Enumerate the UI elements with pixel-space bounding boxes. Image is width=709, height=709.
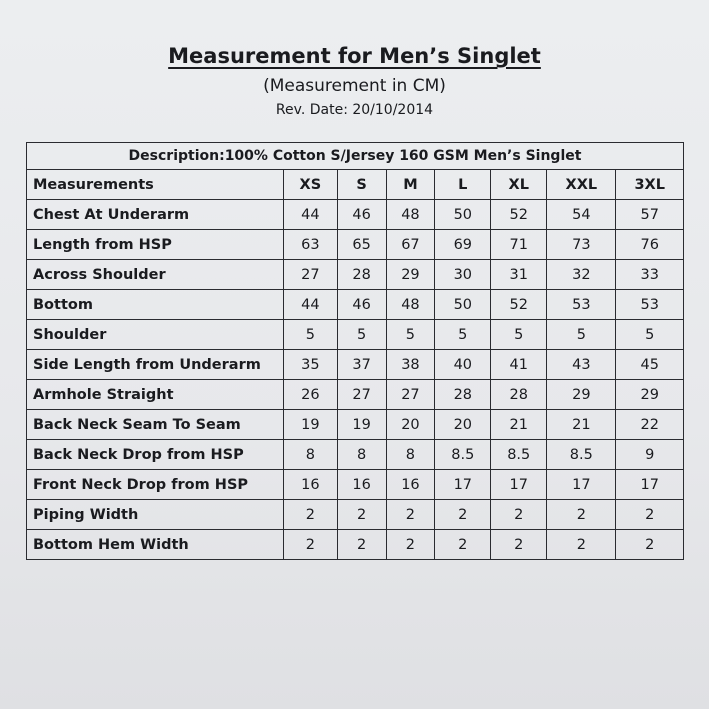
measurement-value: 52 (491, 200, 547, 230)
measurement-value: 30 (435, 260, 491, 290)
measurement-value: 46 (337, 290, 386, 320)
measurement-value: 44 (284, 200, 338, 230)
measurement-value: 35 (284, 350, 338, 380)
measurement-value: 8.5 (547, 440, 616, 470)
measurement-value: 44 (284, 290, 338, 320)
measurement-value: 8 (337, 440, 386, 470)
measurement-value: 2 (337, 500, 386, 530)
measurement-value: 8 (386, 440, 435, 470)
measurement-value: 20 (386, 410, 435, 440)
measurement-value: 2 (284, 530, 338, 560)
measurement-value: 2 (337, 530, 386, 560)
measurement-value: 2 (386, 530, 435, 560)
measurement-value: 33 (616, 260, 684, 290)
measurement-value: 32 (547, 260, 616, 290)
measurement-value: 5 (616, 320, 684, 350)
measurement-value: 27 (284, 260, 338, 290)
size-header-l: L (435, 170, 491, 200)
measurement-value: 17 (435, 470, 491, 500)
measurement-value: 21 (491, 410, 547, 440)
measurement-value: 16 (386, 470, 435, 500)
measurement-value: 67 (386, 230, 435, 260)
measurement-value: 28 (491, 380, 547, 410)
measurement-value: 37 (337, 350, 386, 380)
measurement-value: 8.5 (435, 440, 491, 470)
measurement-value: 8 (284, 440, 338, 470)
measurement-value: 9 (616, 440, 684, 470)
measurement-value: 45 (616, 350, 684, 380)
measurement-value: 2 (491, 500, 547, 530)
size-header-s: S (337, 170, 386, 200)
description-row (27, 143, 684, 170)
measurement-label: Back Neck Seam To Seam (27, 410, 284, 440)
size-header-xxl: XXL (547, 170, 616, 200)
size-header-xl: XL (491, 170, 547, 200)
measurement-value: 5 (386, 320, 435, 350)
measurement-value: 50 (435, 290, 491, 320)
measurement-value: 2 (435, 530, 491, 560)
measurement-label: Bottom (27, 290, 284, 320)
measurement-value: 19 (284, 410, 338, 440)
measurement-value: 5 (547, 320, 616, 350)
measurement-label: Piping Width (27, 500, 284, 530)
measurement-table (26, 142, 684, 560)
measurement-value: 2 (616, 500, 684, 530)
table-row (27, 530, 684, 560)
measurement-value: 52 (491, 290, 547, 320)
measurement-value: 5 (337, 320, 386, 350)
measurement-label: Bottom Hem Width (27, 530, 284, 560)
size-header-row (27, 170, 684, 200)
table-row (27, 440, 684, 470)
measurement-value: 5 (435, 320, 491, 350)
measurement-value: 31 (491, 260, 547, 290)
measurement-value: 20 (435, 410, 491, 440)
measurement-value: 41 (491, 350, 547, 380)
measurement-value: 21 (547, 410, 616, 440)
measurements-header: Measurements (27, 170, 284, 200)
table-row (27, 380, 684, 410)
measurement-value: 2 (547, 500, 616, 530)
table-row (27, 290, 684, 320)
measurement-label: Length from HSP (27, 230, 284, 260)
measurement-value: 22 (616, 410, 684, 440)
measurement-value: 5 (491, 320, 547, 350)
measurement-value: 69 (435, 230, 491, 260)
measurement-value: 16 (337, 470, 386, 500)
measurement-value: 48 (386, 200, 435, 230)
measurement-value: 50 (435, 200, 491, 230)
size-header-m: M (386, 170, 435, 200)
table-row (27, 230, 684, 260)
measurement-value: 54 (547, 200, 616, 230)
measurement-value: 2 (435, 500, 491, 530)
measurement-value: 53 (616, 290, 684, 320)
table-row (27, 470, 684, 500)
measurement-value: 2 (491, 530, 547, 560)
size-header-3xl: 3XL (616, 170, 684, 200)
measurement-value: 2 (547, 530, 616, 560)
measurement-value: 17 (616, 470, 684, 500)
measurement-label: Back Neck Drop from HSP (27, 440, 284, 470)
measurement-value: 48 (386, 290, 435, 320)
measurement-value: 73 (547, 230, 616, 260)
table-row (27, 410, 684, 440)
measurement-label: Front Neck Drop from HSP (27, 470, 284, 500)
document-title-text: Measurement for Men’s Singlet (168, 44, 541, 68)
measurement-value: 76 (616, 230, 684, 260)
measurement-value: 5 (284, 320, 338, 350)
measurement-value: 29 (386, 260, 435, 290)
measurement-value: 29 (547, 380, 616, 410)
document-subtitle: (Measurement in CM) (263, 76, 446, 96)
measurement-value: 38 (386, 350, 435, 380)
measurement-value: 29 (616, 380, 684, 410)
product-description: Description:100% Cotton S/Jersey 160 GSM Men’s Singlet (27, 143, 684, 170)
table-row (27, 260, 684, 290)
measurement-value: 26 (284, 380, 338, 410)
measurement-value: 2 (616, 530, 684, 560)
revision-date: Rev. Date: 20/10/2014 (275, 102, 434, 118)
table-row (27, 320, 684, 350)
measurement-value: 16 (284, 470, 338, 500)
measurement-value: 57 (616, 200, 684, 230)
measurement-value: 2 (386, 500, 435, 530)
table-row (27, 500, 684, 530)
measurement-label: Armhole Straight (27, 380, 284, 410)
measurement-label: Across Shoulder (27, 260, 284, 290)
measurement-value: 28 (435, 380, 491, 410)
measurement-value: 17 (547, 470, 616, 500)
document-title (0, 44, 709, 68)
measurement-value: 27 (386, 380, 435, 410)
measurement-label: Chest At Underarm (27, 200, 284, 230)
measurement-value: 63 (284, 230, 338, 260)
measurement-value: 65 (337, 230, 386, 260)
size-header-xs: XS (284, 170, 338, 200)
table-row (27, 200, 684, 230)
measurement-value: 28 (337, 260, 386, 290)
measurement-value: 8.5 (491, 440, 547, 470)
measurement-value: 19 (337, 410, 386, 440)
measurement-label: Shoulder (27, 320, 284, 350)
measurement-label: Side Length from Underarm (27, 350, 284, 380)
measurement-value: 46 (337, 200, 386, 230)
measurement-value: 2 (284, 500, 338, 530)
measurement-value: 53 (547, 290, 616, 320)
measurement-value: 27 (337, 380, 386, 410)
table-row (27, 350, 684, 380)
measurement-value: 71 (491, 230, 547, 260)
measurement-value: 40 (435, 350, 491, 380)
measurement-value: 17 (491, 470, 547, 500)
measurement-value: 43 (547, 350, 616, 380)
